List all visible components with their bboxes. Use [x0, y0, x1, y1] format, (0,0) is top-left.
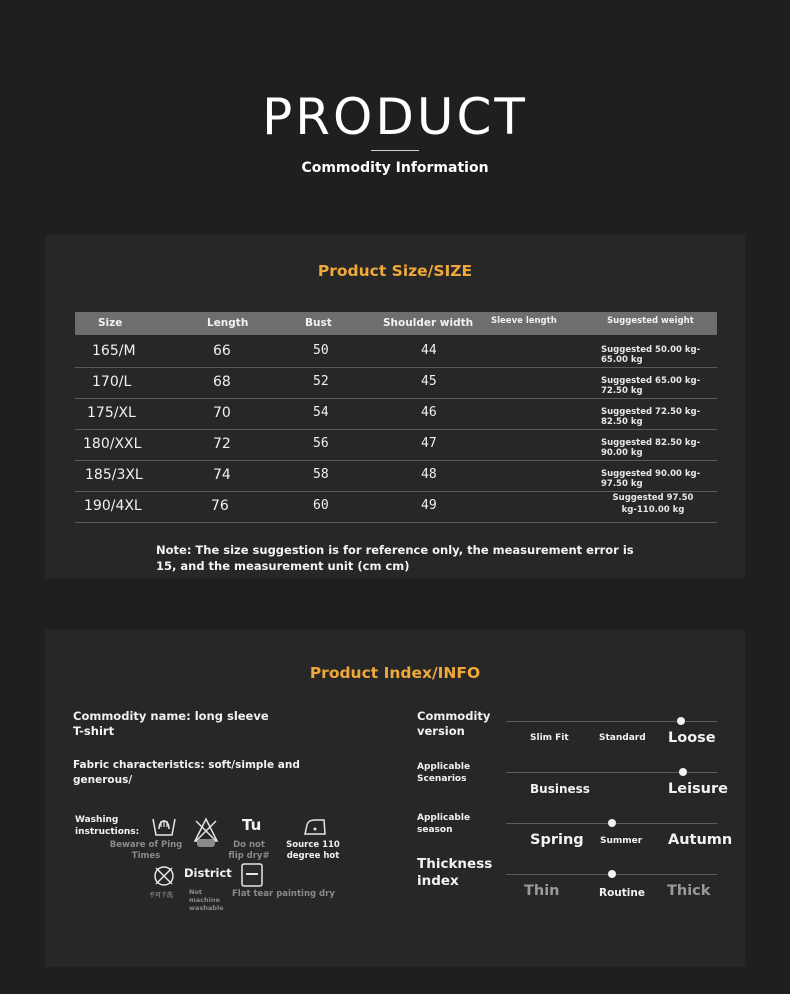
hand-wash-icon — [150, 815, 178, 841]
tumble-dry-text-line2: flip dry# — [228, 851, 270, 861]
cell-weight: Suggested 65.00 kg-72.50 kg — [601, 376, 701, 396]
attr-label-thickness-line2: index — [417, 873, 459, 889]
attr-label-season-line1: Applicable — [417, 813, 471, 823]
cell-size: 165/M — [92, 343, 136, 359]
flat-dry-text: Flat tear painting dry — [232, 889, 335, 899]
fabric-line2: generous/ — [73, 774, 133, 786]
size-note — [156, 542, 646, 574]
table-row — [75, 398, 717, 430]
option-standard: Standard — [599, 733, 646, 743]
option-slim-fit: Slim Fit — [530, 733, 569, 743]
option-leisure: Leisure — [668, 781, 728, 797]
col-bust: Bust — [305, 317, 332, 329]
season-indicator — [608, 819, 616, 827]
thickness-indicator — [608, 870, 616, 878]
iron-text-line2: degree hot — [286, 851, 340, 861]
cell-bust: 52 — [313, 374, 329, 389]
title-divider — [371, 150, 419, 151]
cell-shoulder: 46 — [421, 405, 437, 420]
washing-label-line1: Washing — [75, 815, 119, 825]
cell-weight — [605, 492, 701, 516]
attr-label-scenarios-line2: Scenarios — [417, 774, 467, 784]
cell-shoulder: 44 — [421, 343, 437, 358]
page-title: PRODUCT — [262, 88, 528, 146]
hand-wash-text — [106, 840, 186, 862]
table-row — [75, 367, 717, 399]
fabric-line1: Fabric characteristics: soft/simple and — [73, 759, 300, 771]
col-size: Size — [98, 317, 123, 329]
cell-weight: Suggested 90.00 kg-97.50 kg — [601, 469, 701, 489]
attr-label-thickness — [417, 856, 492, 890]
cell-size: 180/XXL — [83, 436, 142, 452]
no-dry-clean-text: 不可干洗 — [149, 892, 174, 899]
info-section-title: Product Index/INFO — [309, 664, 481, 682]
cell-weight-line1: Suggested 97.50 — [612, 493, 694, 503]
page-subtitle: Commodity Information — [301, 160, 489, 176]
option-summer: Summer — [600, 836, 643, 846]
cell-shoulder: 48 — [421, 467, 437, 482]
washing-label — [75, 814, 139, 838]
cell-length: 72 — [213, 436, 231, 452]
attr-label-scenarios — [417, 761, 470, 785]
not-machine-washable-text — [189, 888, 229, 912]
fabric-characteristics — [73, 758, 300, 788]
attr-label-thickness-line1: Thickness — [417, 856, 493, 872]
commodity-name — [73, 709, 269, 739]
cell-shoulder: 47 — [421, 436, 437, 451]
tumble-dry-icon: Tu — [242, 816, 262, 834]
option-autumn: Autumn — [668, 832, 733, 848]
table-row — [75, 429, 717, 461]
cell-size: 170/L — [92, 374, 132, 390]
attr-label-scenarios-line1: Applicable — [417, 762, 471, 772]
district-label: District — [184, 866, 232, 880]
cell-weight-line2: kg-110.00 kg — [621, 505, 685, 515]
cell-bust: 60 — [313, 498, 329, 513]
size-note-line1: Note: The size suggestion is for reference only, the measurement error is — [156, 543, 634, 557]
table-row — [75, 491, 717, 523]
option-spring: Spring — [530, 832, 584, 848]
iron-icon — [302, 816, 328, 838]
cell-shoulder: 49 — [421, 498, 437, 513]
cell-bust: 54 — [313, 405, 329, 420]
option-thin: Thin — [524, 883, 560, 899]
no-bleach-icon — [192, 815, 220, 849]
not-machine-washable-line2: machine — [189, 896, 220, 904]
not-machine-washable-line3: washable — [189, 904, 224, 912]
cell-weight: Suggested 82.50 kg-90.00 kg — [601, 438, 701, 458]
col-sleeve: Sleeve length — [491, 316, 557, 326]
hand-wash-text-line2: Times — [131, 851, 161, 861]
col-shoulder: Shoulder width — [383, 317, 474, 329]
cell-weight: Suggested 50.00 kg-65.00 kg — [601, 345, 701, 365]
cell-length: 70 — [213, 405, 231, 421]
attr-label-version-line2: version — [417, 724, 465, 738]
cell-bust: 56 — [313, 436, 329, 451]
cell-length: 68 — [213, 374, 231, 390]
version-track — [506, 721, 717, 722]
table-row — [75, 460, 717, 492]
size-table-header — [75, 312, 717, 335]
option-business: Business — [530, 782, 590, 796]
washing-label-line2: instructions: — [75, 827, 140, 837]
size-section-title: Product Size/SIZE — [317, 262, 473, 280]
cell-length: 66 — [213, 343, 231, 359]
iron-text-line1: Source 110 — [286, 840, 340, 850]
hand-wash-text-line1: Beware of Ping — [109, 840, 183, 850]
attr-label-version-line1: Commodity — [417, 709, 491, 723]
cell-shoulder: 45 — [421, 374, 437, 389]
cell-length: 74 — [213, 467, 231, 483]
no-dry-clean-icon — [152, 864, 176, 888]
cell-size: 185/3XL — [85, 467, 143, 483]
commodity-name-line2: T-shirt — [73, 724, 115, 738]
attr-label-season — [417, 812, 470, 836]
not-machine-washable-line1: Not — [189, 888, 203, 896]
cell-size: 190/4XL — [84, 498, 142, 514]
col-length: Length — [207, 317, 249, 329]
size-note-line2: 15, and the measurement unit (cm cm) — [156, 559, 410, 573]
tumble-dry-text-line1: Do not — [233, 840, 265, 850]
option-thick: Thick — [667, 883, 711, 899]
col-weight: Suggested weight — [607, 316, 694, 326]
flat-dry-icon — [240, 862, 264, 888]
cell-bust: 58 — [313, 467, 329, 482]
cell-size: 175/XL — [87, 405, 136, 421]
attr-label-season-line2: season — [417, 825, 453, 835]
iron-text — [284, 840, 342, 862]
cell-weight: Suggested 72.50 kg-82.50 kg — [601, 407, 701, 427]
tumble-dry-text — [226, 840, 272, 862]
cell-length: 76 — [211, 498, 229, 514]
table-row — [75, 336, 717, 368]
cell-bust: 50 — [313, 343, 329, 358]
attr-label-version — [417, 709, 490, 739]
option-routine: Routine — [599, 887, 645, 899]
commodity-name-line1: Commodity name: long sleeve — [73, 709, 269, 723]
option-loose: Loose — [668, 730, 716, 746]
